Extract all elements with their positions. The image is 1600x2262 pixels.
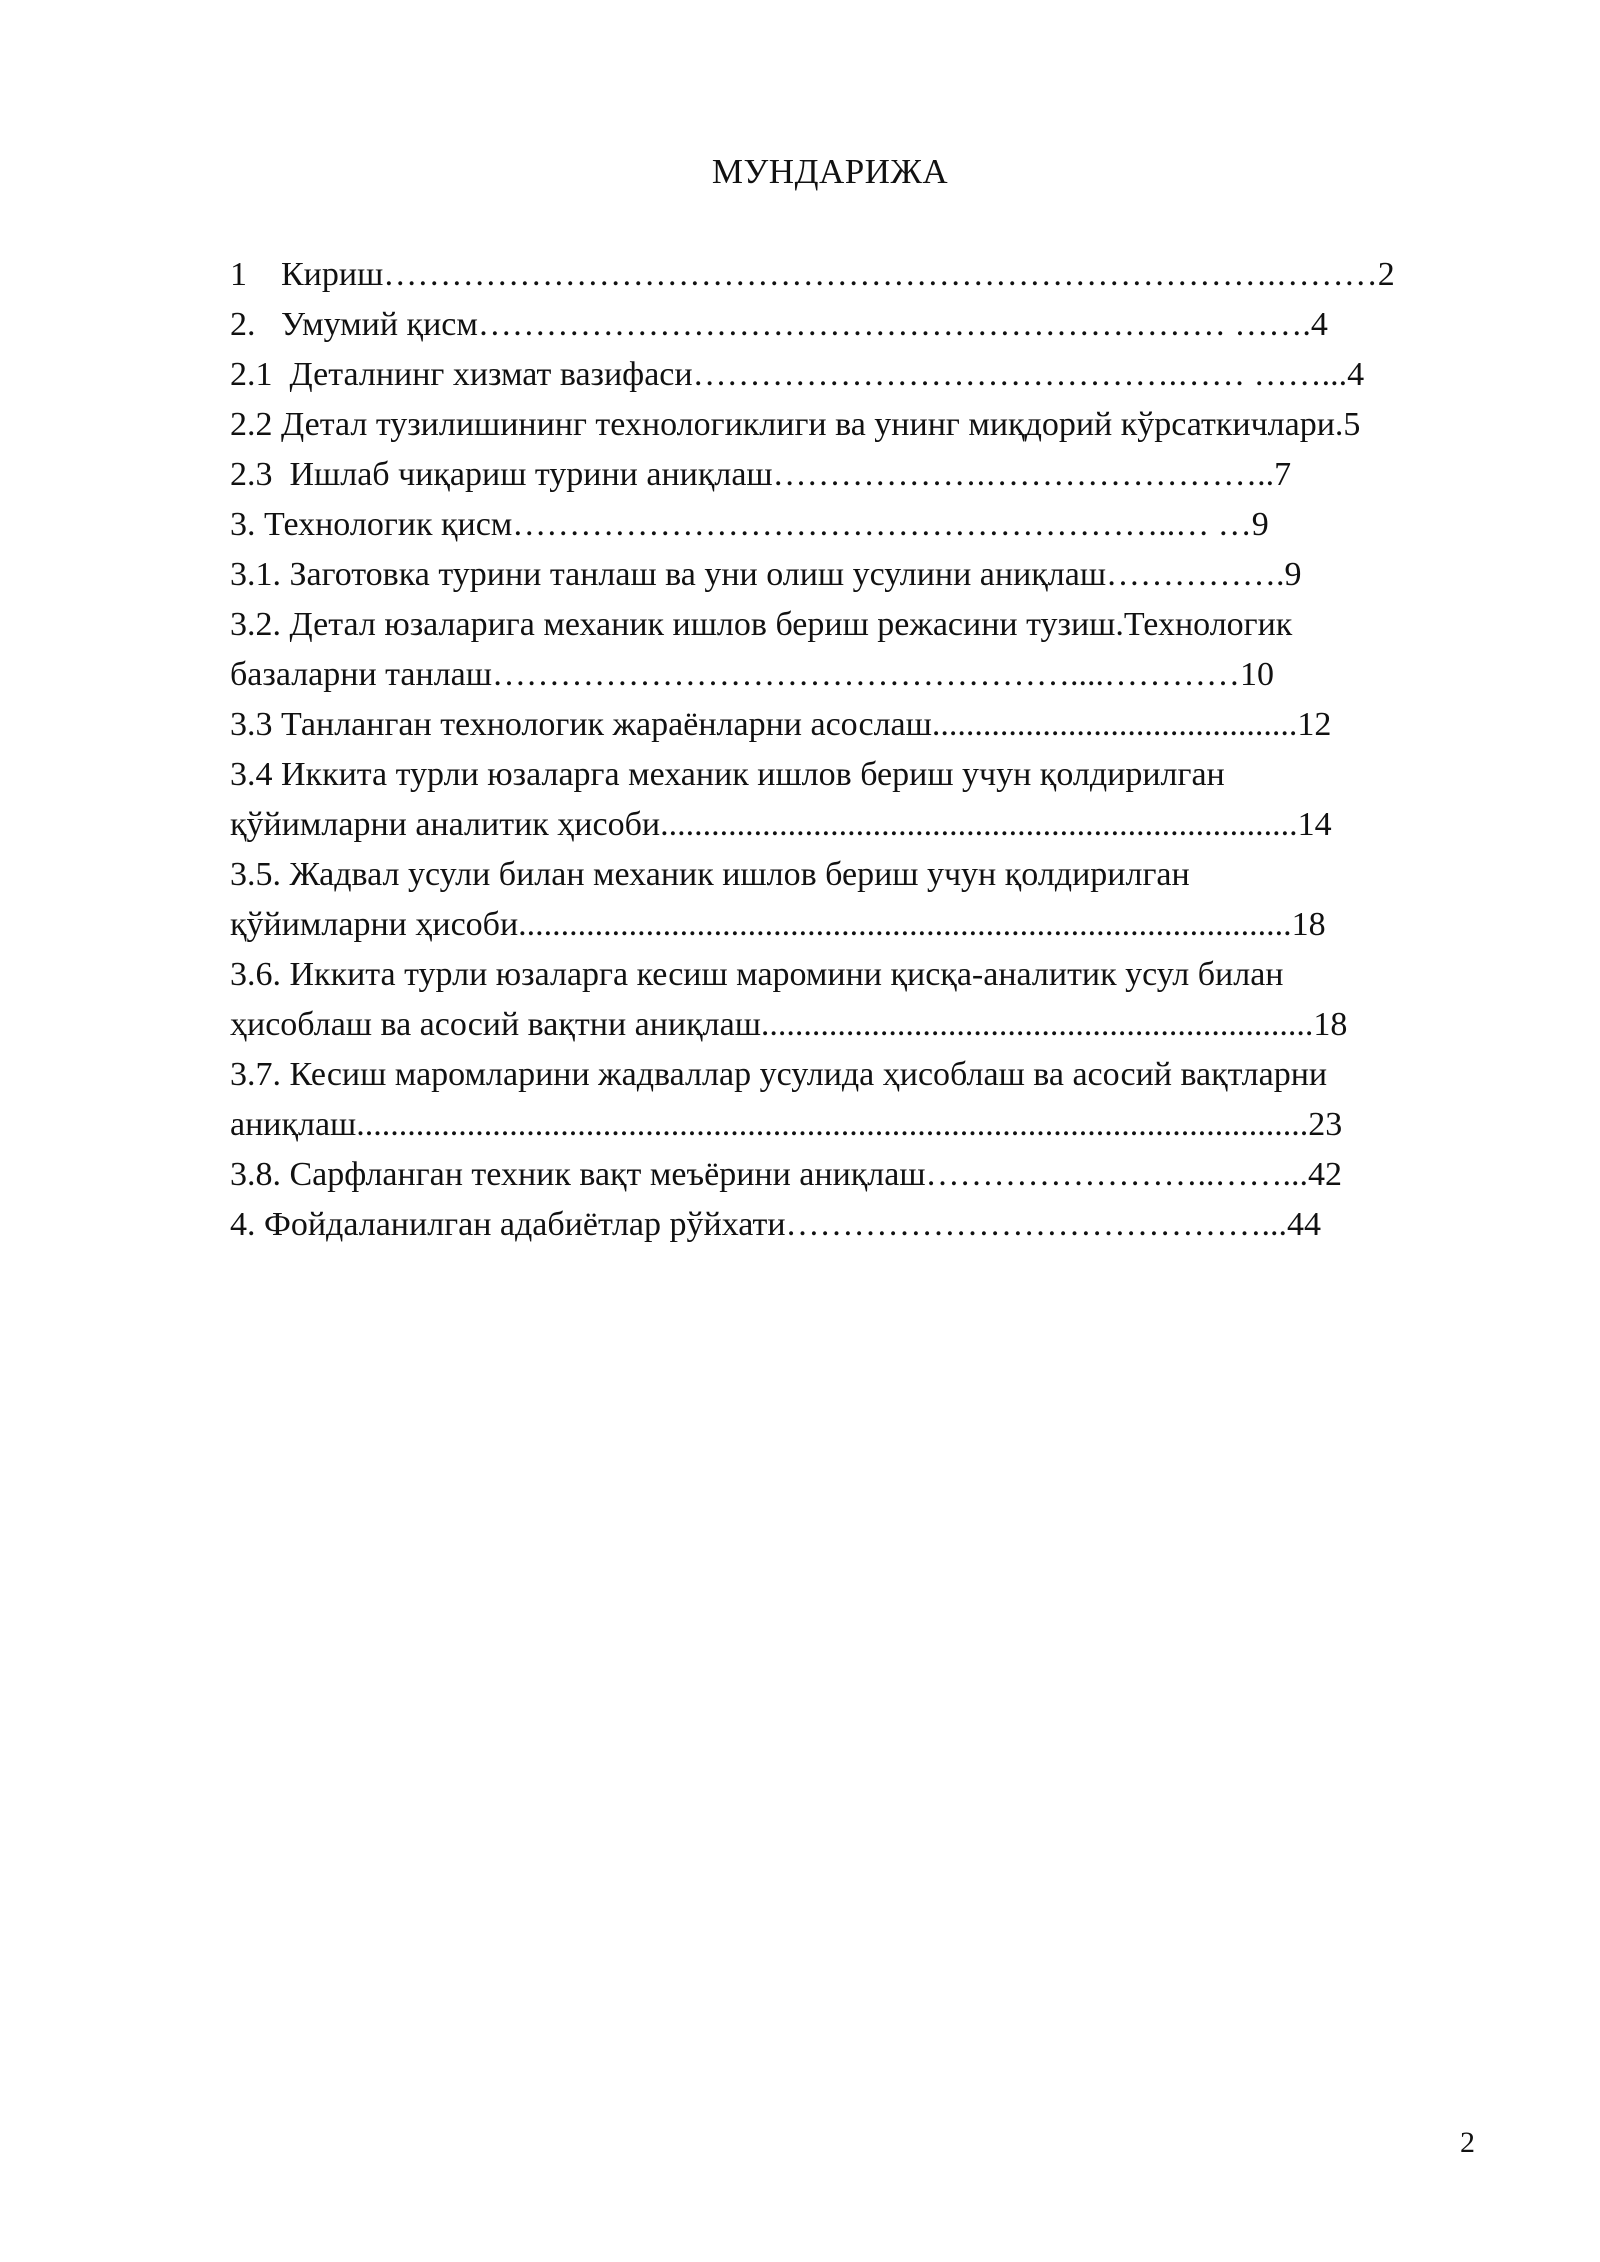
toc-entry: 2.3 Ишлаб чиқариш турини аниқлаш……………….……………………..7 [230,456,1292,493]
toc-entry-continuation: қўйимларни ҳисоби...........................................................................................18 [230,906,1326,943]
toc-entry-continuation: аниқлаш................................................................................................................23 [230,1106,1343,1143]
toc-entry-continuation: қўйимларни аналитик ҳисоби...........................................................................14 [230,806,1332,843]
toc-entry: 3.1. Заготовка турини танлаш ва уни олиш усулини аниқлаш…………….9 [230,556,1302,593]
toc-entry: 3.6. Иккита турли юзаларга кесиш маромини қисқа-аналитик усул билан [230,956,1284,993]
toc-entry: 4. Фойдаланилган адабиётлар рўйхати……………………………………...44 [230,1206,1322,1243]
toc-entry-continuation: базаларни танлаш……………………………………………....…………10 [230,656,1274,693]
toc-entry: 2. Умумий қисм………………………………………………………… …….4 [230,306,1328,343]
toc-entry: 3.7. Кесиш маромларини жадваллар усулида ҳисоблаш ва асосий вақтларни [230,1056,1328,1093]
toc-entry: 2.1 Деталнинг хизмат вазифаси…………………………………….…… ……...4 [230,356,1365,393]
toc-entry: 3.2. Детал юзаларига механик ишлов бериш режасини тузиш.Технологик [230,606,1293,643]
toc-entry: 3. Технологик қисм…………………………………………………..… …9 [230,506,1269,543]
toc-entry: 2.2 Детал тузилишининг технологиклиги ва унинг миқдорий кўрсаткичлари.5 [230,406,1361,443]
toc-entry: 1 Кириш…………………………………………………………………….………2 [230,256,1395,293]
toc-entry: 3.4 Иккита турли юзаларга механик ишлов бериш учун қолдирилган [230,756,1225,793]
toc-entry: 3.8. Сарфланган техник вақт меъёрини аниқлаш……………………..……...42 [230,1156,1343,1193]
toc-entry-continuation: ҳисоблаш ва асосий вақтни аниқлаш.................................................................18 [230,1006,1348,1043]
page-number: 2 [1460,2126,1475,2159]
toc-entry: 3.3 Танланган технологик жараёнларни асослаш...........................................12 [230,706,1332,743]
table-of-contents [230,250,1510,1250]
toc-entry: 3.5. Жадвал усули билан механик ишлов бериш учун қолдирилган [230,856,1190,893]
page-title: МУНДАРИЖА [711,152,949,191]
